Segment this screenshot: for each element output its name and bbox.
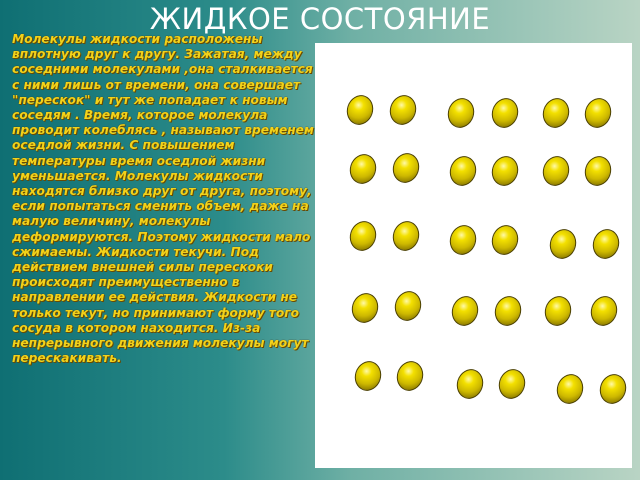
molecule-icon [386, 92, 420, 129]
molecule-icon [346, 218, 380, 255]
molecule-icon [491, 293, 525, 330]
molecule-icon [539, 95, 573, 132]
molecule-icon [581, 153, 615, 190]
molecule-icon [596, 371, 630, 408]
slide-title: ЖИДКОЕ СОСТОЯНИЕ [149, 2, 491, 36]
molecule-icon [389, 218, 423, 255]
molecule-icon [495, 366, 529, 403]
molecule-icon [546, 226, 580, 263]
molecule-icon [541, 293, 575, 330]
molecule-icon [488, 153, 522, 190]
molecule-icon [553, 371, 587, 408]
molecule-icon [581, 95, 615, 132]
molecule-icon [346, 151, 380, 188]
molecules-panel [315, 43, 632, 468]
molecule-icon [351, 358, 385, 395]
molecule-icon [453, 366, 487, 403]
molecule-icon [393, 358, 427, 395]
molecule-icon [343, 92, 377, 129]
molecule-icon [389, 150, 423, 187]
molecule-icon [488, 95, 522, 132]
molecule-icon [539, 153, 573, 190]
molecule-icon [348, 290, 382, 327]
molecule-icon [587, 293, 621, 330]
slide-text: Молекулы жидкости расположены вплотную друг к другу. Зажатая, между соседними молекулами ,она сталкивается с ними лишь от времени, она совершает "перескок" и тут же попадает к новым соседям . Время, которое молекула проводит колеблясь , называют временем оседлой жизни. С повышением температуры время оседлой жизни уменьшается. Молекулы жидкости находятся близко друг от друга, поэтому, если попытаться сменить объем, даже на малую величину, молекулы деформируются. Поэтому жидкости мало сжимаемы. Жидкости текучи. Под действием внешней силы перескоки происходят преимущественно в направлении ее действия. Жидкости не только текут, но принимают форму того сосуда в котором находится. Из-за непрерывного движения молекулы могут перескакивать. [12, 32, 314, 366]
molecule-icon [446, 153, 480, 190]
molecule-icon [488, 222, 522, 259]
molecule-icon [444, 95, 478, 132]
molecule-icon [448, 293, 482, 330]
molecule-icon [391, 288, 425, 325]
molecule-icon [446, 222, 480, 259]
molecule-icon [589, 226, 623, 263]
